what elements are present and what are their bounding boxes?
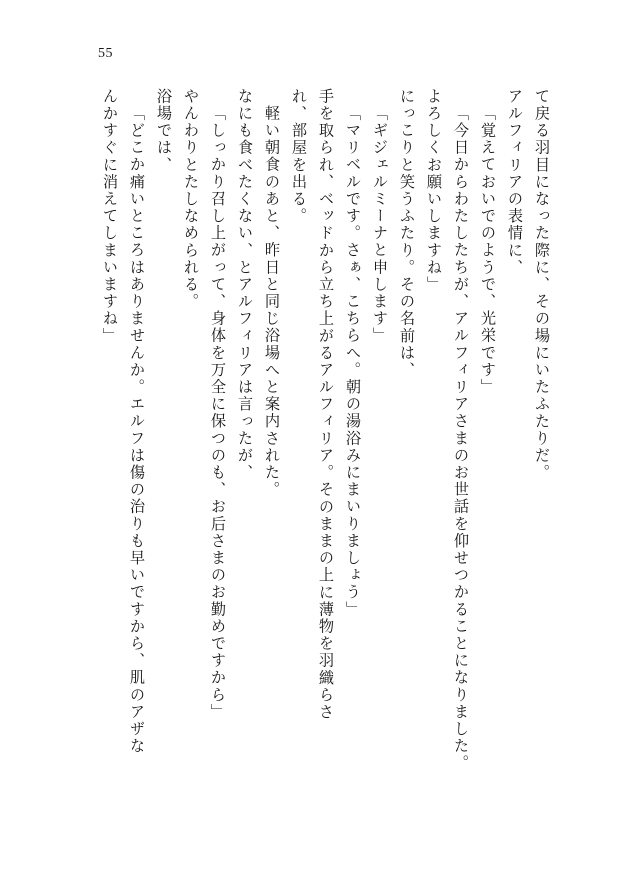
- text-line: 「しっかり召し上がって、身体を万全に保つのも、お后さまのお勤めですから」: [209, 105, 226, 721]
- text-line: なにも食べたくない、とアルフィリアは言ったが、: [236, 88, 253, 482]
- text-line: て戻る羽目になった際に、その場にいたふたりだ。: [533, 88, 550, 482]
- text-line: 「マリベルです。さぁ、こちらへ。朝の湯浴みにまいりましょう」: [344, 105, 361, 618]
- text-line: よろしくお願いしますね」: [425, 88, 442, 294]
- text-line: れ、部屋を出る。: [290, 88, 307, 225]
- text-line: 「ギジェルミーナと申します」: [371, 105, 388, 345]
- text-line: アルフィリアの表情に、: [506, 88, 523, 277]
- page-number: 55: [98, 46, 113, 61]
- text-line: にっこりと笑うふたり。その名前は、: [398, 88, 415, 379]
- text-line: 「今日からわたしたちが、アルフィリアさまのお世話を仰せつかることになりました。: [452, 105, 469, 772]
- text-line: んかすぐに消えてしまいますね」: [101, 88, 118, 345]
- text-line: やんわりとたしなめられる。: [182, 88, 199, 311]
- text-line: 「どこか痛いところはありませんか。エルフは傷の治りも早いですから、肌のアザな: [128, 105, 145, 755]
- text-line: 「覚えておいでのようで、光栄です」: [479, 105, 496, 396]
- vertical-text-block: [72, 88, 549, 818]
- text-line: 浴場では、: [155, 88, 172, 174]
- text-line: 軽い朝食のあと、昨日と同じ浴場へと案内された。: [263, 105, 280, 499]
- text-line: 手を取られ、ベッドから立ち上がるアルフィリア。そのままの上に薄物を羽織らさ: [317, 88, 334, 721]
